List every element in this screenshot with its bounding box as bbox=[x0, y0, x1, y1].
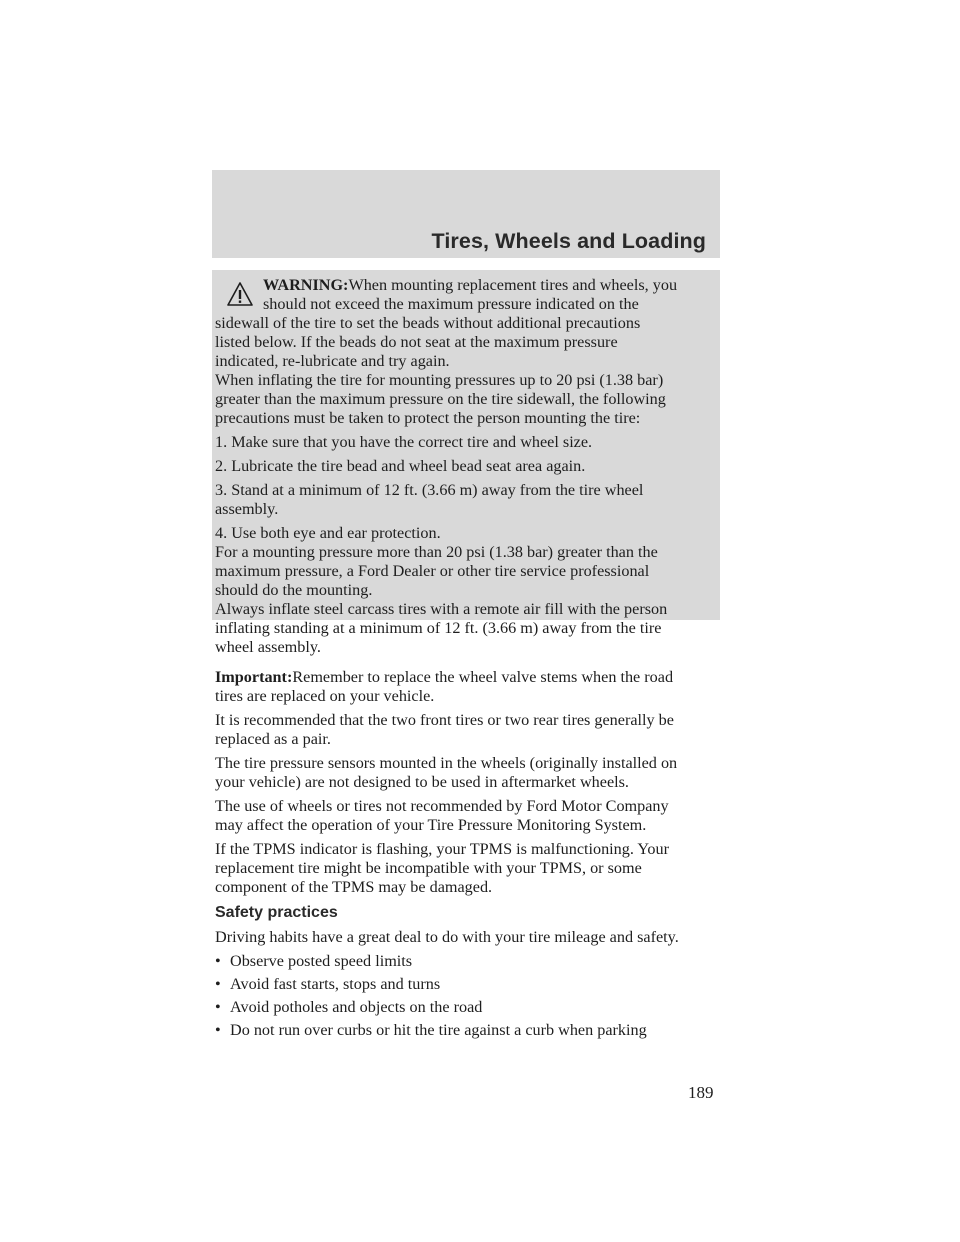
bullet-icon: • bbox=[215, 952, 221, 970]
warning-line: inflating standing at a minimum of 12 ft. (3.66 m) away from the tire bbox=[215, 619, 662, 637]
body-line: replaced as a pair. bbox=[215, 730, 331, 748]
warning-line: greater than the maximum pressure on the tire sidewall, the following bbox=[215, 390, 666, 408]
section-title: Tires, Wheels and Loading bbox=[431, 229, 706, 253]
warning-line: should not exceed the maximum pressure indicated on the bbox=[263, 295, 639, 313]
body-line: may affect the operation of your Tire Pressure Monitoring System. bbox=[215, 816, 647, 834]
warning-step: 3. Stand at a minimum of 12 ft. (3.66 m) away from the tire wheel bbox=[215, 481, 644, 499]
body-line: tires are replaced on your vehicle. bbox=[215, 687, 435, 705]
warning-step: 1. Make sure that you have the correct tire and wheel size. bbox=[215, 433, 593, 451]
body-line: The use of wheels or tires not recommended by Ford Motor Company bbox=[215, 797, 669, 815]
list-item: Avoid fast starts, stops and turns bbox=[230, 975, 441, 993]
warning-step: 2. Lubricate the tire bead and wheel bead seat area again. bbox=[215, 457, 586, 475]
warning-line: Always inflate steel carcass tires with a remote air fill with the person bbox=[215, 600, 668, 618]
list-item: Observe posted speed limits bbox=[230, 952, 413, 970]
warning-line: precautions must be taken to protect the person mounting the tire: bbox=[215, 409, 641, 427]
warning-line: should do the mounting. bbox=[215, 581, 373, 599]
warning-line: wheel assembly. bbox=[215, 638, 321, 656]
body-line: If the TPMS indicator is flashing, your TPMS is malfunctioning. Your bbox=[215, 840, 670, 858]
warning-label: WARNING: bbox=[263, 276, 349, 294]
safety-heading: Safety practices bbox=[215, 904, 338, 921]
warning-line: When inflating the tire for mounting pressures up to 20 psi (1.38 bar) bbox=[215, 371, 664, 389]
warning-step: assembly. bbox=[215, 500, 279, 518]
warning-step: 4. Use both eye and ear protection. bbox=[215, 524, 441, 542]
section-header bbox=[212, 170, 720, 258]
safety-intro: Driving habits have a great deal to do with your tire mileage and safety. bbox=[215, 928, 679, 946]
body-line: Important:Remember to replace the wheel valve stems when the road bbox=[215, 668, 674, 686]
body-line: replacement tire might be incompatible with your TPMS, or some bbox=[215, 859, 642, 877]
warning-line: indicated, re-lubricate and try again. bbox=[215, 352, 450, 370]
body-line: your vehicle) are not designed to be used in aftermarket wheels. bbox=[215, 773, 629, 791]
warning-icon bbox=[226, 281, 254, 307]
warning-line: For a mounting pressure more than 20 psi (1.38 bar) greater than the bbox=[215, 543, 658, 561]
list-item: Do not run over curbs or hit the tire against a curb when parking bbox=[230, 1021, 647, 1039]
body-line: component of the TPMS may be damaged. bbox=[215, 878, 493, 896]
page-number: 189 bbox=[688, 1083, 714, 1102]
bullet-icon: • bbox=[215, 1021, 221, 1039]
warning-line: listed below. If the beads do not seat at the maximum pressure bbox=[215, 333, 618, 351]
body-line: The tire pressure sensors mounted in the wheels (originally installed on bbox=[215, 754, 678, 772]
body-line: It is recommended that the two front tires or two rear tires generally be bbox=[215, 711, 674, 729]
important-label: Important: bbox=[215, 668, 293, 686]
list-item: Avoid potholes and objects on the road bbox=[230, 998, 483, 1016]
bullet-icon: • bbox=[215, 975, 221, 993]
warning-line: WARNING:When mounting replacement tires and wheels, you bbox=[263, 276, 678, 294]
warning-line: maximum pressure, a Ford Dealer or other tire service professional bbox=[215, 562, 650, 580]
warning-line: sidewall of the tire to set the beads without additional precautions bbox=[215, 314, 641, 332]
bullet-icon: • bbox=[215, 998, 221, 1016]
